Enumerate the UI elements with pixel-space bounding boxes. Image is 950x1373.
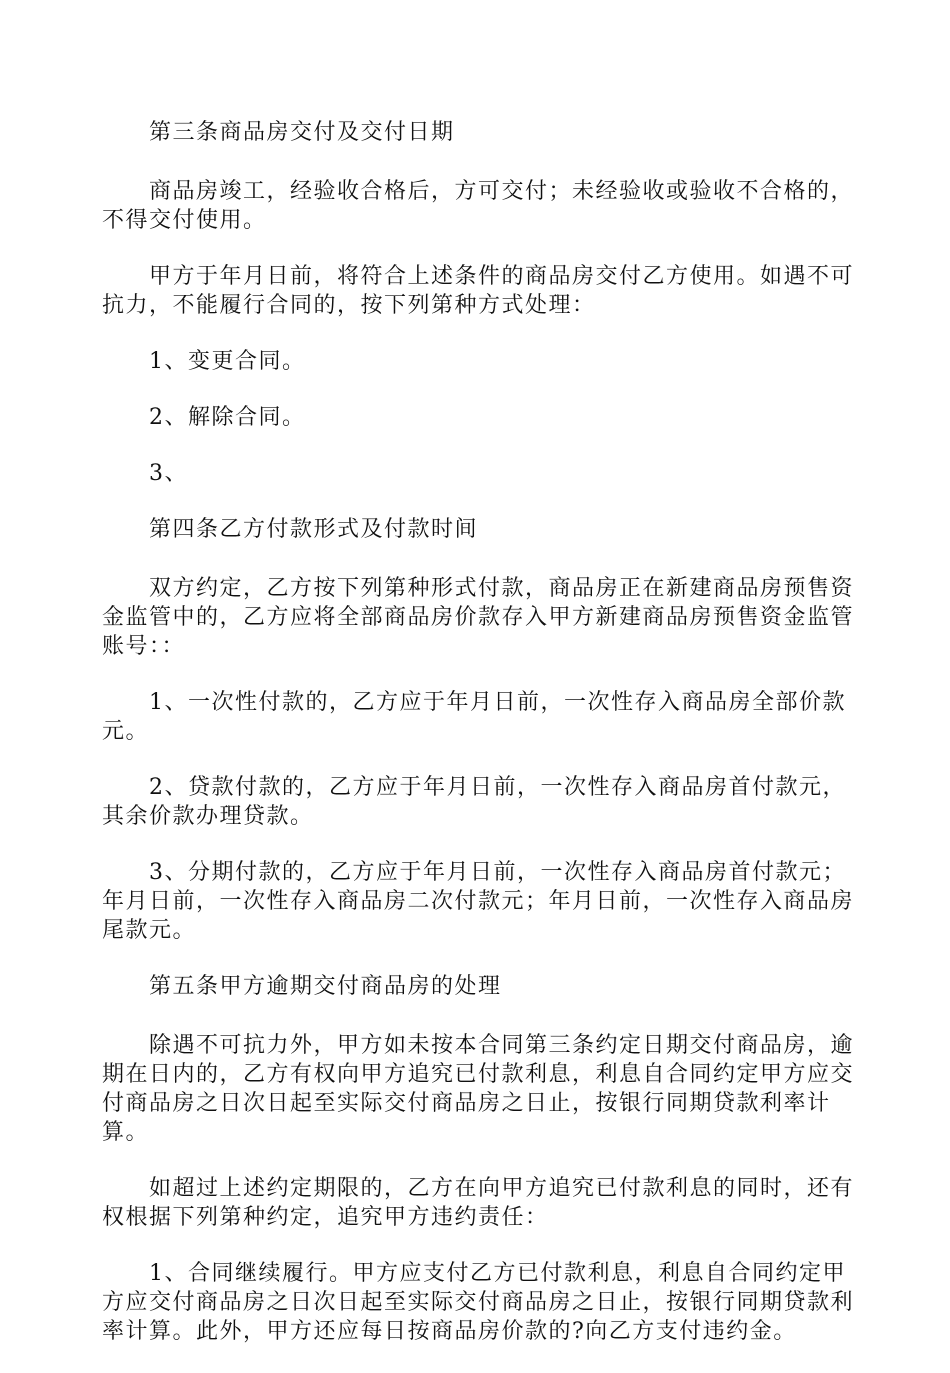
- payment-option-loan: 2、贷款付款的，乙方应于年月日前，一次性存入商品房首付款元，其余价款办理贷款。: [102, 775, 846, 829]
- article-3-heading: 第三条商品房交付及交付日期: [149, 120, 455, 145]
- paragraph-late-delivery: 除遇不可抗力外，甲方如未按本合同第三条约定日期交付商品房，逾期在日内的，乙方有权向甲方追究已付款利息，利息自合同约定甲方应交付商品房之日次日起至实际交付商品房之日止，按银行同期贷款利率计算。: [102, 1033, 855, 1145]
- paragraph-payment-agreement: 双方约定，乙方按下列第种形式付款，商品房正在新建商品房预售资金监管中的，乙方应将全部商品房价款存入甲方新建商品房预售资金监管账号：：: [102, 576, 855, 659]
- article-4-heading: 第四条乙方付款形式及付款时间: [149, 517, 479, 542]
- article-5-heading: 第五条甲方逾期交付商品房的处理: [149, 974, 502, 999]
- payment-option-installment: 3、分期付款的，乙方应于年月日前，一次性存入商品房首付款元；年月日前，一次性存入商品房二次付款元；年月日前，一次性存入商品房尾款元。: [102, 860, 855, 943]
- option-3: 3、: [149, 461, 188, 486]
- option-cancel-contract: 2、解除合同。: [149, 405, 306, 430]
- paragraph-acceptance: 商品房竣工，经验收合格后，方可交付；未经验收或验收不合格的，不得交付使用。: [102, 179, 855, 233]
- document-page: [102, 118, 857, 1373]
- paragraph-exceed-deadline: 如超过上述约定期限的，乙方在向甲方追究已付款利息的同时，还有权根据下列第种约定，追究甲方违约责任：: [102, 1176, 855, 1230]
- liability-option-continue: 1、合同继续履行。甲方应支付乙方已付款利息，利息自合同约定甲方应交付商品房之日次日起至实际交付商品房之日止，按银行同期贷款利率计算。此外，甲方还应每日按商品房价款的?向乙方支付违约金。: [102, 1261, 855, 1344]
- payment-option-lump-sum: 1、一次性付款的，乙方应于年月日前，一次性存入商品房全部价款元。: [102, 690, 846, 744]
- option-change-contract: 1、变更合同。: [149, 349, 306, 374]
- paragraph-delivery-date: 甲方于年月日前，将符合上述条件的商品房交付乙方使用。如遇不可抗力，不能履行合同的，按下列第种方式处理：: [102, 264, 855, 318]
